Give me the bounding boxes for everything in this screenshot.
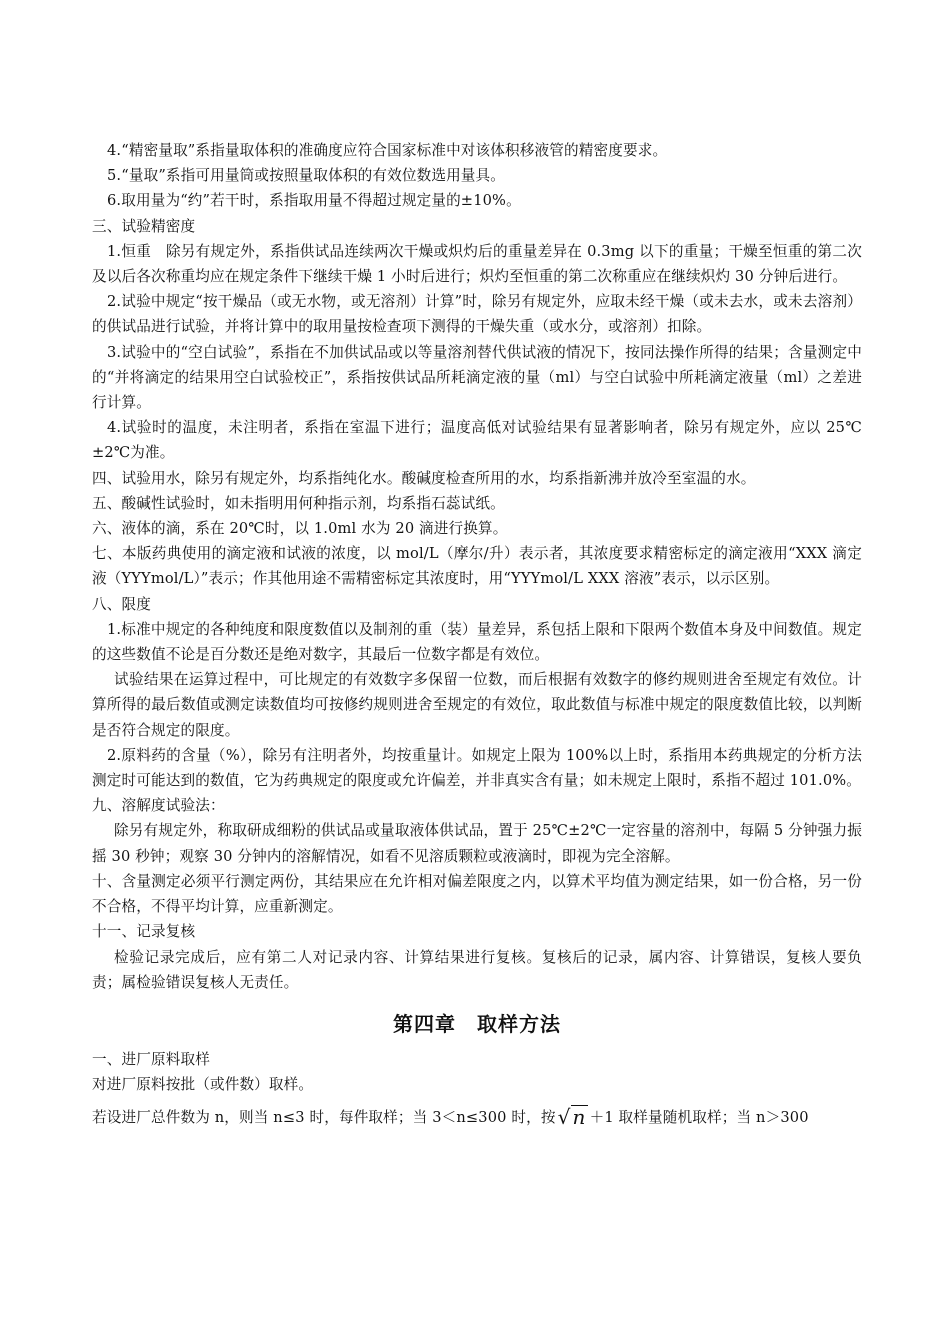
paragraph: 5.“量取”系指可用量筒或按照量取体积的有效位数选用量具。 [107, 167, 506, 185]
paragraph: 四、试验用水，除另有规定外，均系指纯化水。酸碱度检查所用的水，均系指新沸并放冷至室温的水。 [92, 469, 756, 487]
paragraph: 十、含量测定必须平行测定两份，其结果应在允许相对偏差限度之内，以算术平均值为测定结果，如一份合格，另一份不合格，不得平均计算，应重新测定。 [92, 872, 862, 916]
section-heading: 九、溶解度试验法： [92, 797, 225, 815]
formula-text-after: ＋1 取样量随机取样；当 n＞300 [589, 1109, 809, 1127]
square-root-formula [558, 1105, 588, 1132]
formula-paragraph [92, 1105, 862, 1132]
document-page [92, 138, 862, 1133]
paragraph: 6.取用量为“约”若干时，系指取用量不得超过规定量的±10%。 [107, 192, 521, 210]
paragraph: 对进厂原料按批（或件数）取样。 [92, 1076, 314, 1094]
paragraph: 六、液体的滴，系在 20℃时，以 1.0ml 水为 20 滴进行换算。 [92, 520, 508, 538]
paragraph: 3.试验中的“空白试验”，系指在不加供试品或以等量溶剂替代供试液的情况下，按同法操作所得的结果；含量测定中的“并将滴定的结果用空白试验校正”，系指按供试品所耗滴定液的量（ml）与空白试验中所耗滴定液量（ml）之差进行计算。 [92, 343, 862, 412]
section-heading: 十一、记录复核 [92, 923, 196, 941]
paragraph: 2.试验中规定“按干燥品（或无水物，或无溶剂）计算”时，除另有规定外，应取未经干燥（或未去水，或未去溶剂）的供试品进行试验，并将计算中的取用量按检查项下测得的干燥失重（或水分，或溶剂）扣除。 [92, 293, 862, 336]
paragraph: 五、酸碱性试验时，如未指明用何种指示剂，均系指石蕊试纸。 [92, 494, 505, 512]
paragraph: 1.恒重 除另有规定外，系指供试品连续两次干燥或炽灼后的重量差异在 0.3mg 以下的重量；干燥至恒重的第二次及以后各次称重均应在规定条件下继续干燥 1 小时后进行；炽灼至恒重的第二次称重应在继续炽灼 30 分钟后进行。 [92, 242, 862, 286]
paragraph: 除另有规定外，称取研成细粉的供试品或量取液体供试品，置于 25℃±2℃一定容量的溶剂中，每隔 5 分钟强力振摇 30 秒钟；观察 30 分钟内的溶解情况，如看不见溶质颗粒或液滴时，即视为完全溶解。 [92, 822, 862, 865]
section-heading: 三、试验精密度 [92, 217, 196, 235]
paragraph: 1.标准中规定的各种纯度和限度数值以及制剂的重（装）量差异，系包括上限和下限两个数值本身及中间数值。规定的这些数值不论是百分数还是绝对数字，其最后一位数字都是有效位。 [92, 620, 862, 664]
paragraph: 试验结果在运算过程中，可比规定的有效数字多保留一位数，而后根据有效数字的修约规则进舍至规定有效位。计算所得的最后数值或测定读数值均可按修约规则进舍至规定的有效位，取此数值与标准中规定的限度数值比较，以判断是否符合规定的限度。 [92, 671, 862, 739]
paragraph: 检验记录完成后，应有第二人对记录内容、计算结果进行复核。复核后的记录，属内容、计算错误，复核人要负责；属检验错误复核人无责任。 [92, 948, 862, 991]
formula-text-before: 若设进厂总件数为 n，则当 n≤3 时，每件取样；当 3＜n≤300 时，按 [92, 1109, 556, 1127]
chapter-title: 第四章 取样方法 [393, 1011, 561, 1036]
radicand: n [572, 1105, 586, 1130]
paragraph: 4.试验时的温度，未注明者，系指在室温下进行；温度高低对试验结果有显著影响者，除另有规定外，应以 25℃±2℃为准。 [92, 419, 862, 462]
paragraph: 2.原料药的含量（%），除另有注明者外，均按重量计。如规定上限为 100%以上时，系指用本药典规定的分析方法测定时可能达到的数值，它为药典规定的限度或允许偏差，并非真实含有量；如未规定上限时，系指不超过 101.0%。 [92, 746, 862, 790]
radical-icon: √ [557, 1105, 571, 1130]
paragraph: 七、本版药典使用的滴定液和试液的浓度，以 mol/L（摩尔/升）表示者，其浓度要求精密标定的滴定液用“XXX 滴定液（YYYmol/L）”表示；作其他用途不需精密标定其浓度时，用“YYYmol/L XXX 溶液”表示，以示区别。 [92, 545, 862, 588]
paragraph: 4.“精密量取”系指量取体积的准确度应符合国家标准中对该体积移液管的精密度要求。 [107, 142, 668, 159]
section-heading: 一、进厂原料取样 [92, 1050, 210, 1068]
section-heading: 八、限度 [92, 595, 151, 613]
